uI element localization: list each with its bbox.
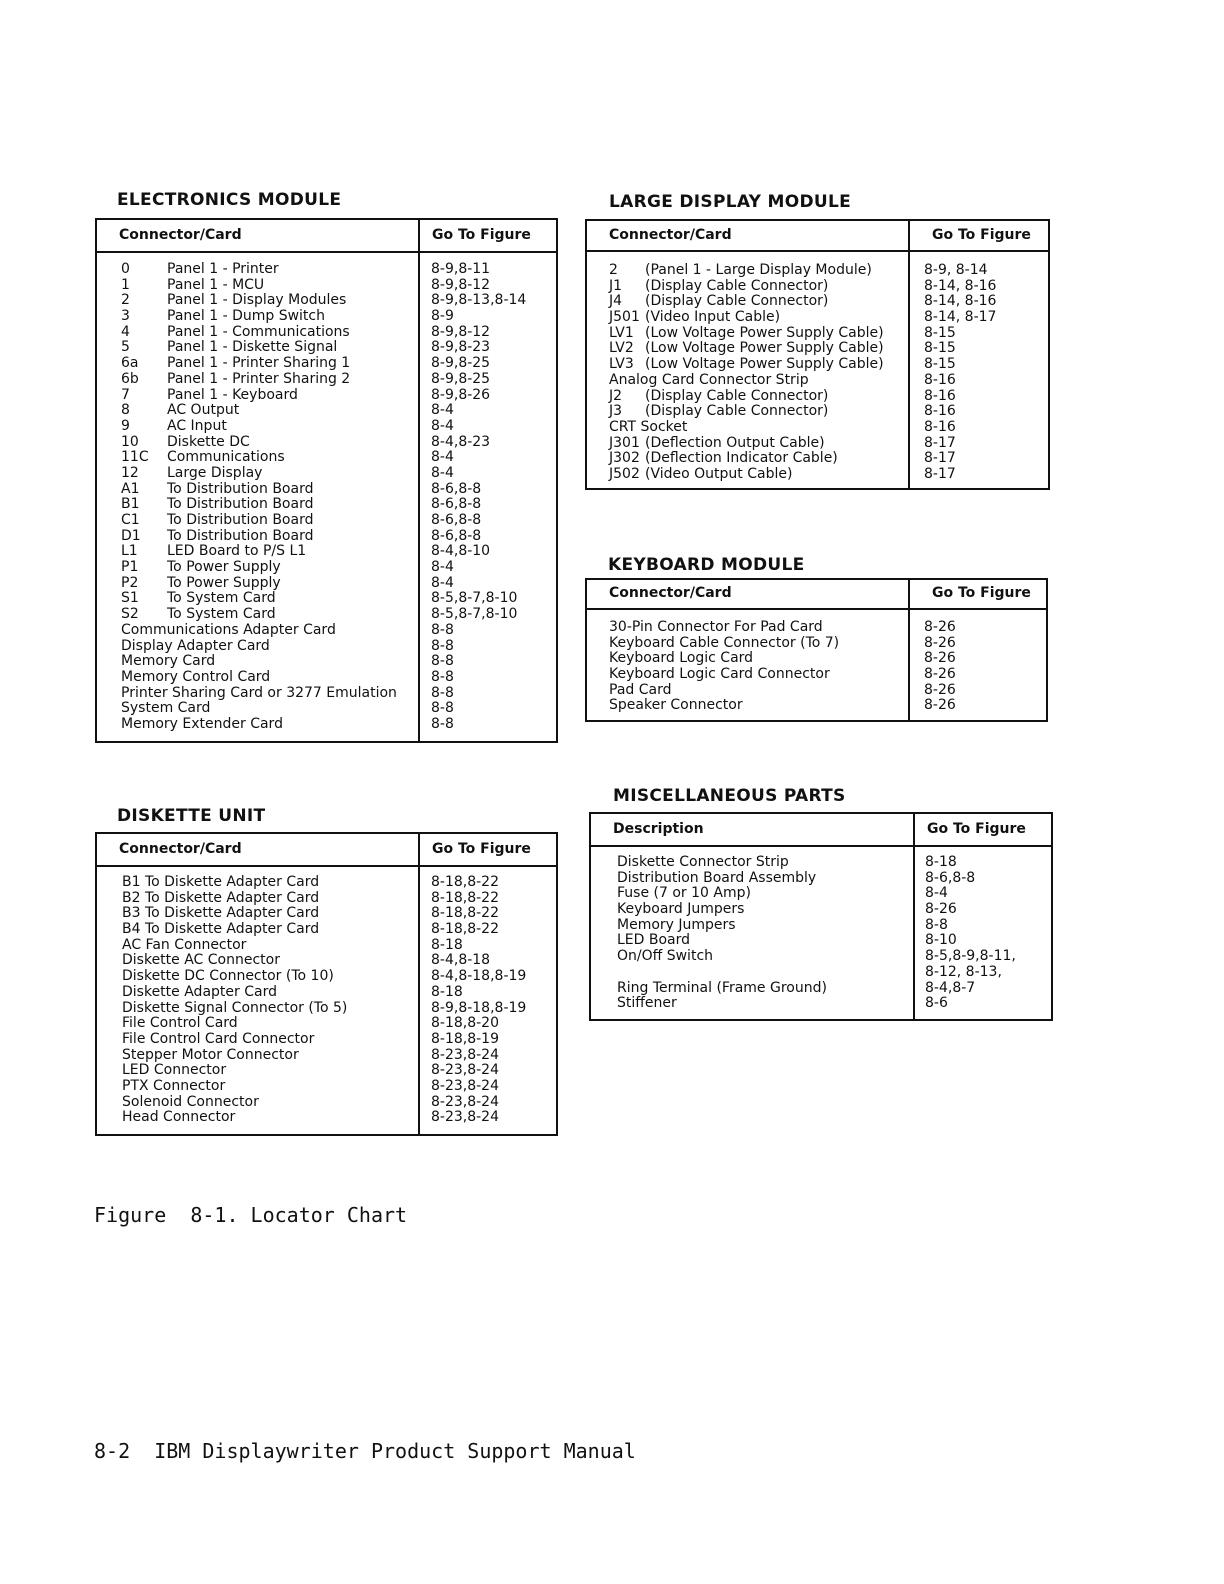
connector-id: J302: [609, 450, 640, 467]
connector-id: L1: [121, 543, 138, 560]
connector-description: Panel 1 - Printer: [167, 261, 279, 277]
figure-reference: 8-8: [431, 668, 454, 685]
table-row: [587, 651, 1046, 667]
connector-description: Diskette Signal Connector (To 5): [122, 999, 348, 1016]
connector-description: Keyboard Cable Connector (To 7): [609, 634, 840, 651]
connector-id: 6a: [121, 355, 139, 372]
connector-id: 7: [121, 386, 130, 403]
figure-reference: 8-6,8-8: [431, 527, 482, 544]
table-row: [587, 373, 1048, 389]
figure-reference: 8-10: [925, 932, 957, 949]
connector-description: Diskette Connector Strip: [617, 854, 789, 870]
figure-reference: 8-14, 8-17: [924, 309, 997, 326]
table-row: [97, 309, 556, 325]
figure-reference: 8-8: [431, 684, 454, 701]
connector-description: (Display Cable Connector): [645, 293, 829, 310]
connector-id: S1: [121, 590, 139, 607]
connector-description: LED Board to P/S L1: [167, 543, 307, 560]
table-row: [97, 560, 556, 576]
figure-reference: 8-6,8-8: [925, 869, 976, 886]
connector-id: LV3: [609, 356, 634, 373]
connector-description: B2 To Diskette Adapter Card: [122, 889, 320, 906]
diskette-unit-table: [95, 832, 558, 1136]
figure-reference: 8-6,8-8: [431, 496, 482, 513]
connector-description: Memory Jumpers: [617, 916, 736, 933]
connector-id: B1: [121, 496, 140, 513]
connector-id: J1: [609, 277, 623, 294]
figure-reference: 8-18,8-22: [431, 905, 499, 922]
connector-id: 6b: [121, 370, 139, 387]
figure-reference: 8-4: [431, 574, 454, 591]
connector-description: Head Connector: [122, 1109, 236, 1126]
table-row: [97, 1001, 556, 1017]
table-row: [97, 497, 556, 513]
figure-reference: 8-26: [924, 666, 956, 683]
table-row: [97, 576, 556, 592]
connector-description: Panel 1 - Diskette Signal: [167, 339, 338, 356]
figure-reference: 8-8: [431, 715, 454, 732]
figure-reference: 8-18,8-20: [431, 1015, 499, 1032]
connector-id: P2: [121, 574, 139, 591]
connector-id: S2: [121, 606, 139, 623]
table-row: [587, 263, 1048, 279]
connector-description: Communications Adapter Card: [121, 621, 336, 638]
table-row: [587, 404, 1048, 420]
table-row: [97, 482, 556, 498]
keyboard-module-table: [585, 578, 1048, 722]
connector-id: 12: [121, 464, 139, 481]
connector-description: Stiffener: [617, 995, 677, 1012]
figure-reference: 8-18,8-22: [431, 921, 499, 938]
figure-reference: 8-9,8-12: [431, 276, 491, 293]
column-header-figure: Go To Figure: [432, 226, 531, 243]
table-row: [97, 701, 556, 717]
connector-description: Memory Control Card: [121, 668, 271, 685]
table-row: [97, 906, 556, 922]
table-row: [97, 1110, 556, 1126]
figure-reference: 8-26: [924, 634, 956, 651]
table-row: [591, 886, 1051, 902]
connector-description: AC Fan Connector: [122, 936, 247, 953]
table-row: [97, 513, 556, 529]
table-row: [591, 918, 1051, 934]
figure-reference: 8-9, 8-14: [924, 262, 988, 278]
column-header-figure: Go To Figure: [932, 226, 1031, 243]
figure-reference: 8-17: [924, 450, 956, 467]
connector-id: J2: [609, 387, 623, 404]
table-row: [97, 623, 556, 639]
table-row: [591, 871, 1051, 887]
table-row: [587, 698, 1046, 714]
figure-reference: 8-4: [431, 559, 454, 576]
column-header-connector: Connector/Card: [587, 580, 910, 608]
connector-description: B3 To Diskette Adapter Card: [122, 905, 320, 922]
figure-reference: 8-16: [924, 418, 956, 435]
figure-reference: 8-8: [431, 653, 454, 670]
column-header-connector: Connector/Card: [587, 221, 910, 250]
figure-reference: 8-8: [431, 637, 454, 654]
connector-id: P1: [121, 559, 139, 576]
electronics-module-title: ELECTRONICS MODULE: [117, 190, 342, 210]
figure-reference: 8-5,8-7,8-10: [431, 590, 518, 607]
connector-description: (Low Voltage Power Supply Cable): [645, 324, 884, 341]
table-row: [587, 683, 1046, 699]
table-row: [587, 636, 1046, 652]
table-header: [587, 580, 1046, 610]
table-row: [97, 1032, 556, 1048]
connector-id: D1: [121, 527, 141, 544]
figure-reference: 8-4,8-18: [431, 952, 491, 969]
large-display-module-table: [585, 219, 1050, 490]
table-row: [591, 933, 1051, 949]
figure-reference: 8-16: [924, 387, 956, 404]
connector-description: (Display Cable Connector): [645, 277, 829, 294]
connector-description: (Display Cable Connector): [645, 387, 829, 404]
figure-reference: 8-14, 8-16: [924, 293, 997, 310]
figure-reference: 8-5,8-7,8-10: [431, 606, 518, 623]
connector-id: J502: [609, 465, 640, 482]
connector-description: On/Off Switch: [617, 948, 714, 965]
table-row: [97, 591, 556, 607]
connector-description: Diskette DC: [167, 433, 250, 450]
figure-reference: 8-15: [924, 356, 956, 373]
connector-id: J4: [609, 293, 623, 310]
connector-description: To Power Supply: [167, 559, 281, 576]
table-row: [97, 922, 556, 938]
connector-description: (Deflection Indicator Cable): [645, 450, 838, 467]
table-row: [587, 620, 1046, 636]
connector-description: (Video Input Cable): [645, 309, 781, 326]
connector-description: Display Adapter Card: [121, 637, 270, 654]
table-row: [97, 891, 556, 907]
connector-description: Diskette DC Connector (To 10): [122, 968, 334, 985]
figure-reference: 8-4: [431, 449, 454, 466]
figure-reference: 8-9,8-11: [431, 261, 491, 277]
connector-description: B4 To Diskette Adapter Card: [122, 921, 320, 938]
connector-description: File Control Card: [122, 1015, 238, 1032]
page-footer: 8-2 IBM Displaywriter Product Support Manual: [94, 1439, 636, 1463]
connector-description: Solenoid Connector: [122, 1093, 259, 1110]
large-display-module-title: LARGE DISPLAY MODULE: [609, 192, 852, 212]
column-header-connector: Connector/Card: [97, 220, 420, 251]
figure-reference: 8-8: [431, 621, 454, 638]
connector-description: Panel 1 - Dump Switch: [167, 308, 325, 325]
figure-reference: 8-4: [431, 464, 454, 481]
figure-reference: 8-4,8-7: [925, 979, 976, 996]
connector-id: 3: [121, 308, 130, 325]
connector-description: LED Board: [617, 932, 691, 949]
connector-description: PTX Connector: [122, 1077, 226, 1094]
connector-description: Panel 1 - Communications: [167, 323, 350, 340]
connector-description: To Distribution Board: [167, 496, 314, 513]
connector-description: AC Input: [167, 417, 227, 434]
table-row: [97, 938, 556, 954]
table-row: [97, 654, 556, 670]
table-header: [97, 220, 556, 253]
connector-id: 5: [121, 339, 130, 356]
table-row: [97, 388, 556, 404]
connector-description: Memory Extender Card: [121, 715, 283, 732]
connector-description: Panel 1 - Printer Sharing 2: [167, 370, 351, 387]
table-row: [587, 436, 1048, 452]
connector-description: To Distribution Board: [167, 480, 314, 497]
table-row: [97, 953, 556, 969]
figure-reference: 8-16: [924, 403, 956, 420]
figure-reference: 8-18,8-22: [431, 889, 499, 906]
table-row: [97, 875, 556, 891]
connector-description: Panel 1 - Keyboard: [167, 386, 298, 403]
connector-description: Panel 1 - MCU: [167, 276, 265, 293]
figure-reference: 8-26: [924, 650, 956, 667]
column-header-figure: Go To Figure: [932, 585, 1031, 602]
table-header: [97, 834, 556, 867]
figure-reference: 8-26: [925, 901, 957, 918]
connector-description: AC Output: [167, 402, 240, 419]
connector-description: Diskette AC Connector: [122, 952, 280, 969]
table-row: [97, 544, 556, 560]
table-row: [587, 451, 1048, 467]
connector-description: LED Connector: [122, 1062, 227, 1079]
figure-reference: 8-16: [924, 371, 956, 388]
figure-reference: 8-17: [924, 434, 956, 451]
connector-id: J501: [609, 309, 640, 326]
figure-reference: 8-23,8-24: [431, 1062, 499, 1079]
table-row: [587, 667, 1046, 683]
table-row: [97, 1016, 556, 1032]
connector-description: Distribution Board Assembly: [617, 869, 817, 886]
table-row: [591, 965, 1051, 981]
connector-id: 8: [121, 402, 130, 419]
figure-reference: 8-23,8-24: [431, 1077, 499, 1094]
table-row: [587, 294, 1048, 310]
table-header: [587, 221, 1048, 252]
figure-reference: 8-4: [431, 417, 454, 434]
figure-reference: 8-4: [925, 885, 948, 902]
figure-reference: 8-9: [431, 308, 454, 325]
connector-id: 2: [121, 292, 130, 309]
connector-id: LV1: [609, 324, 634, 341]
column-header-figure: Go To Figure: [432, 840, 531, 857]
connector-description: Keyboard Jumpers: [617, 901, 745, 918]
table-row: [97, 419, 556, 435]
figure-reference: 8-9,8-12: [431, 323, 491, 340]
table-row: [591, 949, 1051, 965]
table-row: [587, 420, 1048, 436]
table-row: [97, 262, 556, 278]
figure-reference: 8-5,8-9,8-11,: [925, 948, 1016, 965]
figure-reference: 8-8: [925, 916, 948, 933]
diskette-unit-title: DISKETTE UNIT: [117, 806, 266, 826]
connector-description: Keyboard Logic Card: [609, 650, 754, 667]
table-row: [97, 435, 556, 451]
column-header-connector: Connector/Card: [97, 834, 420, 865]
table-row: [97, 1079, 556, 1095]
connector-description: (Deflection Output Cable): [645, 434, 825, 451]
connector-description: Stepper Motor Connector: [122, 1046, 299, 1063]
connector-description: Ring Terminal (Frame Ground): [617, 979, 827, 996]
connector-description: To Distribution Board: [167, 512, 314, 528]
figure-reference: 8-26: [924, 619, 956, 635]
table-row: [97, 466, 556, 482]
connector-description: (Low Voltage Power Supply Cable): [645, 356, 884, 373]
connector-description: Fuse (7 or 10 Amp): [617, 885, 751, 902]
connector-description: Analog Card Connector Strip: [609, 371, 809, 388]
connector-description: Memory Card: [121, 653, 216, 670]
table-row: [97, 1048, 556, 1064]
table-row: [97, 450, 556, 466]
table-row: [587, 279, 1048, 295]
table-row: [587, 467, 1048, 483]
figure-reference: 8-23,8-24: [431, 1093, 499, 1110]
connector-description: (Video Output Cable): [645, 465, 793, 482]
figure-reference: 8-9,8-26: [431, 386, 491, 403]
connector-id: 0: [121, 261, 130, 277]
connector-description: To System Card: [167, 590, 276, 607]
connector-description: (Display Cable Connector): [645, 403, 829, 420]
table-row: [97, 325, 556, 341]
connector-description: Printer Sharing Card or 3277 Emulation: [121, 684, 397, 701]
miscellaneous-parts-title: MISCELLANEOUS PARTS: [613, 786, 846, 806]
connector-id: C1: [121, 512, 140, 528]
figure-reference: 8-4,8-10: [431, 543, 491, 560]
connector-description: File Control Card Connector: [122, 1030, 315, 1047]
table-row: [591, 996, 1051, 1012]
figure-reference: 8-6,8-8: [431, 512, 482, 528]
table-row: [591, 981, 1051, 997]
table-row: [587, 389, 1048, 405]
figure-reference: 8-14, 8-16: [924, 277, 997, 294]
table-row: [587, 341, 1048, 357]
electronics-module-table: [95, 218, 558, 743]
connector-description: (Low Voltage Power Supply Cable): [645, 340, 884, 357]
connector-id: LV2: [609, 340, 634, 357]
table-row: [591, 855, 1051, 871]
table-row: [97, 340, 556, 356]
table-row: [97, 293, 556, 309]
table-row: [97, 356, 556, 372]
figure-reference: 8-18: [431, 983, 463, 1000]
figure-reference: 8-23,8-24: [431, 1046, 499, 1063]
connector-id: J301: [609, 434, 640, 451]
table-row: [587, 326, 1048, 342]
table-row: [97, 686, 556, 702]
table-row: [97, 639, 556, 655]
connector-id: J3: [609, 403, 623, 420]
connector-description: To System Card: [167, 606, 276, 623]
figure-reference: 8-18,8-19: [431, 1030, 499, 1047]
table-header: [591, 814, 1051, 847]
connector-description: Speaker Connector: [609, 697, 743, 714]
table-row: [97, 985, 556, 1001]
table-row: [97, 607, 556, 623]
table-row: [587, 357, 1048, 373]
figure-reference: 8-9,8-13,8-14: [431, 292, 527, 309]
table-row: [591, 902, 1051, 918]
connector-description: Large Display: [167, 464, 263, 481]
miscellaneous-parts-table: [589, 812, 1053, 1021]
table-row: [97, 403, 556, 419]
table-row: [97, 717, 556, 733]
figure-reference: 8-17: [924, 465, 956, 482]
connector-description: (Panel 1 - Large Display Module): [645, 262, 872, 278]
table-row: [97, 372, 556, 388]
figure-reference: 8-26: [924, 697, 956, 714]
connector-id: 10: [121, 433, 139, 450]
figure-reference: 8-23,8-24: [431, 1109, 499, 1126]
figure-reference: 8-6: [925, 995, 948, 1012]
figure-caption: Figure 8-1. Locator Chart: [94, 1203, 408, 1227]
table-row: [587, 310, 1048, 326]
connector-description: [591, 965, 915, 981]
connector-id: 9: [121, 417, 130, 434]
connector-id: A1: [121, 480, 140, 497]
table-row: [97, 969, 556, 985]
figure-reference: 8-9,8-25: [431, 370, 491, 387]
connector-description: System Card: [121, 700, 211, 717]
connector-id: 2: [609, 262, 618, 278]
keyboard-module-title: KEYBOARD MODULE: [608, 555, 805, 575]
connector-description: 30-Pin Connector For Pad Card: [609, 619, 823, 635]
connector-description: Pad Card: [609, 681, 672, 698]
connector-description: Panel 1 - Display Modules: [167, 292, 347, 309]
figure-reference: 8-15: [924, 324, 956, 341]
table-row: [97, 278, 556, 294]
figure-reference: 8-4: [431, 402, 454, 419]
connector-description: CRT Socket: [609, 418, 688, 435]
connector-description: Keyboard Logic Card Connector: [609, 666, 830, 683]
figure-reference: 8-9,8-18,8-19: [431, 999, 527, 1016]
figure-reference: 8-9,8-23: [431, 339, 491, 356]
figure-reference: 8-12, 8-13,: [925, 963, 1002, 980]
figure-reference: 8-9,8-25: [431, 355, 491, 372]
connector-description: Panel 1 - Printer Sharing 1: [167, 355, 351, 372]
figure-reference: 8-8: [431, 700, 454, 717]
connector-description: B1 To Diskette Adapter Card: [122, 874, 320, 890]
figure-reference: 8-18: [431, 936, 463, 953]
connector-description: To Distribution Board: [167, 527, 314, 544]
connector-id: 11C: [121, 449, 149, 466]
figure-reference: 8-6,8-8: [431, 480, 482, 497]
connector-id: 1: [121, 276, 130, 293]
figure-reference: 8-4,8-23: [431, 433, 491, 450]
column-header-figure: Go To Figure: [927, 820, 1026, 837]
table-row: [97, 1063, 556, 1079]
figure-reference: 8-18: [925, 854, 957, 870]
table-row: [97, 670, 556, 686]
connector-description: To Power Supply: [167, 574, 281, 591]
figure-reference: 8-15: [924, 340, 956, 357]
connector-id: 4: [121, 323, 130, 340]
table-row: [97, 1095, 556, 1111]
figure-reference: 8-4,8-18,8-19: [431, 968, 527, 985]
column-header-description: Description: [591, 814, 915, 845]
table-row: [97, 529, 556, 545]
connector-description: Communications: [167, 449, 285, 466]
connector-description: Diskette Adapter Card: [122, 983, 277, 1000]
figure-reference: 8-18,8-22: [431, 874, 499, 890]
figure-reference: 8-26: [924, 681, 956, 698]
